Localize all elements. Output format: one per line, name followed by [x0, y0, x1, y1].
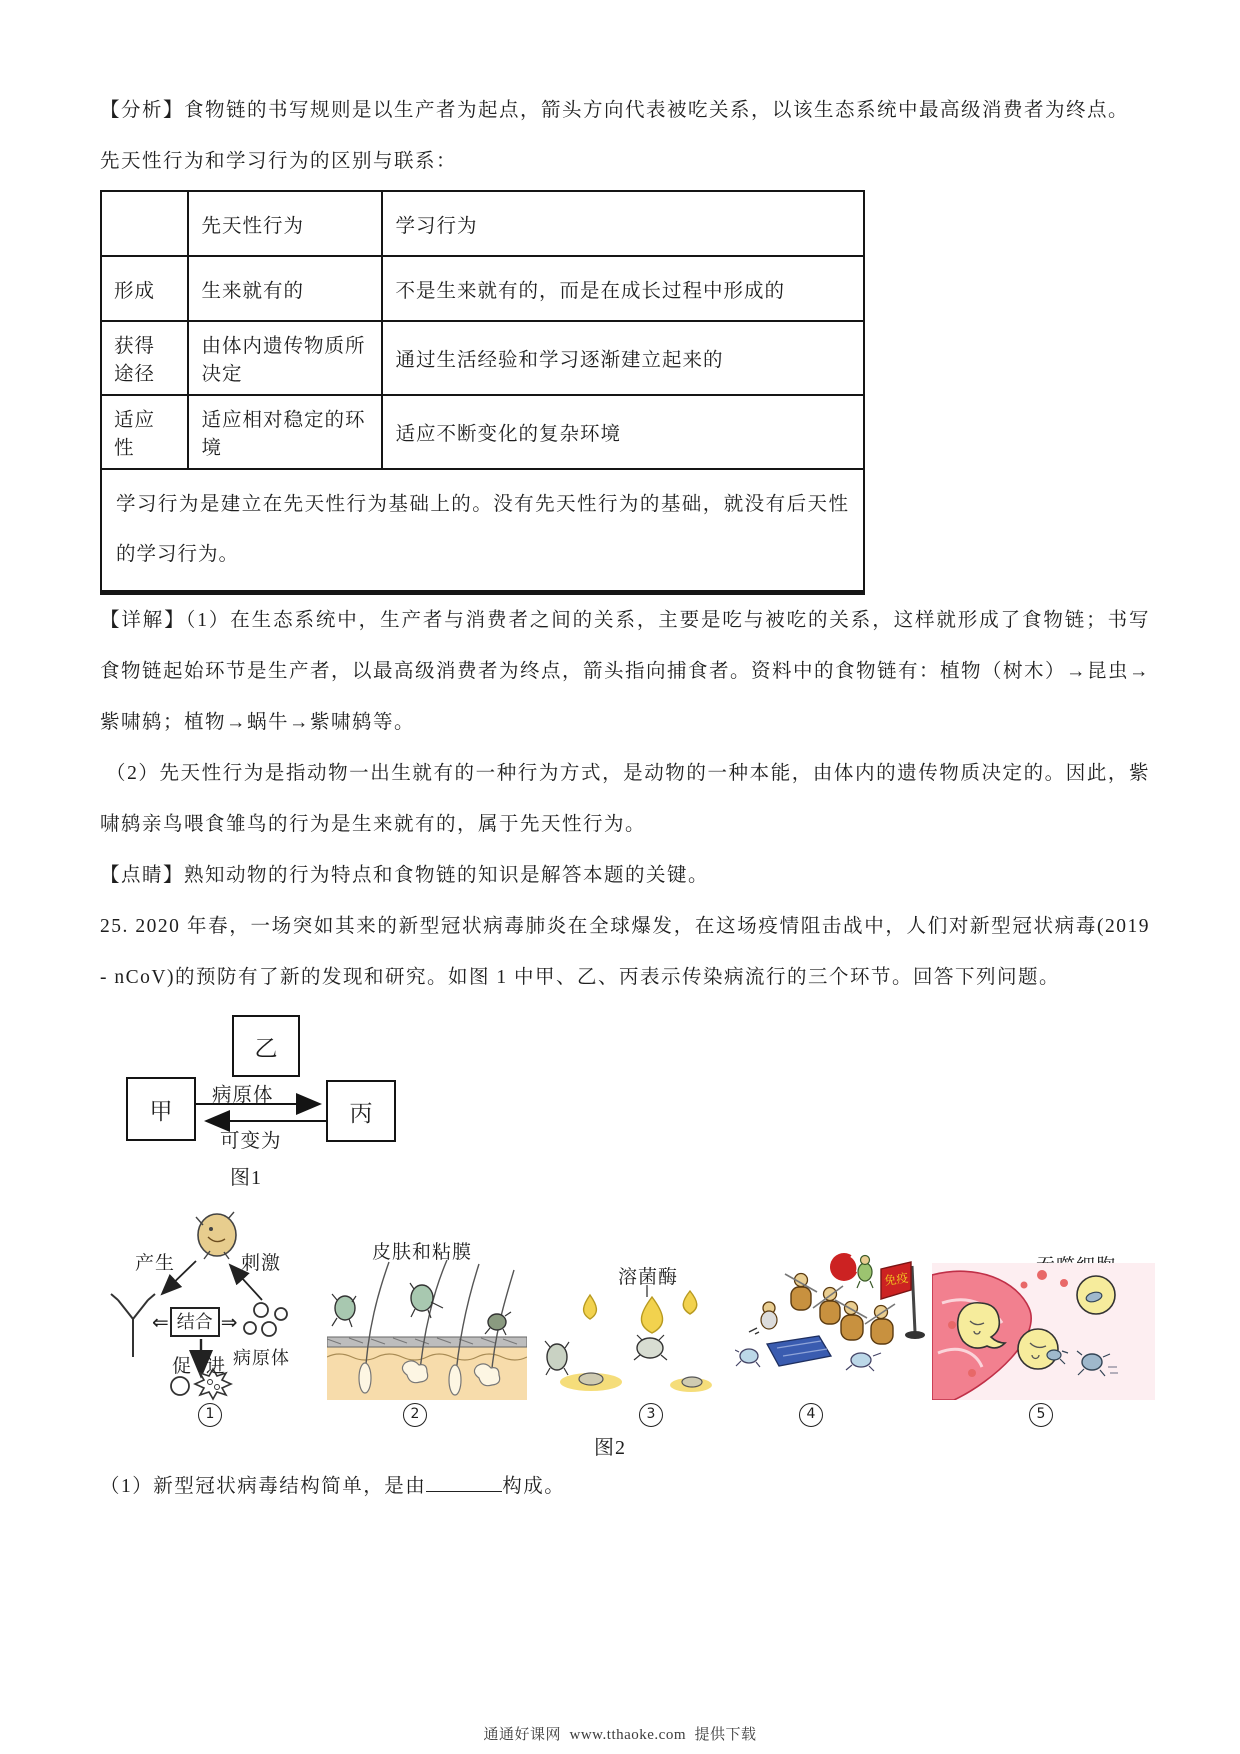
figure2-caption: 图2: [594, 1437, 626, 1459]
table-relation-note: 学习行为是建立在先天性行为基础上的。没有先天性行为的基础，就没有后天性的学习行为。: [101, 469, 864, 593]
cell-learned: 不是生来就有的，而是在成长过程中形成的: [382, 256, 864, 321]
explanation-part2: （2）先天性行为是指动物一出生就有的一种行为方式，是动物的一种本能，由体内的遗传物质决定的。因此，紫啸鸫亲鸟喂食雏鸟的行为是生来就有的，属于先天性行为。: [100, 763, 1150, 835]
figure1-box-jia: 甲: [126, 1077, 196, 1141]
behavior-table-intro: 先天性行为和学习行为的区别与联系：: [100, 151, 458, 172]
tip-label: 【点睛】: [100, 865, 185, 886]
cell-learned: 通过生活经验和学习逐渐建立起来的: [382, 321, 864, 395]
antibody-y-icon: [111, 1294, 155, 1357]
table-row: [101, 395, 864, 469]
answer-blank: [426, 1487, 502, 1492]
question-25-text: 2020 年春，一场突如其来的新型冠状病毒肺炎在全球爆发，在这场疫情阻击战中，人们对新型冠状病毒(2019 - nCoV)的预防有了新的发现和研究。如图 1 中甲、乙、丙表示传染病流行的三个环节。回答下列问题。: [100, 916, 1150, 988]
lysozyme-droplets: [584, 1291, 697, 1333]
figure1-caption: 图1: [230, 1167, 262, 1189]
figure2-panel2-skin-illustration: [327, 1260, 527, 1400]
soldier-cells: [749, 1274, 895, 1345]
ground-banner: [767, 1336, 831, 1366]
cell-innate: 适应相对稳定的环境: [188, 395, 382, 469]
cell-innate: 由体内遗传物质所决定: [188, 321, 382, 395]
microbes-on-skin: [332, 1283, 511, 1335]
circled-number-4: 4: [799, 1403, 823, 1427]
table-row: [101, 256, 864, 321]
promote-label: 促进: [172, 1356, 241, 1377]
figure2-panel5-phagocyte-illustration: [932, 1263, 1155, 1400]
tip-paragraph: [100, 850, 1150, 901]
row-label: 适应性: [101, 395, 188, 469]
bind-box-row: [152, 1307, 238, 1337]
circled-number-2: 2: [403, 1403, 427, 1427]
circled-number-1: 1: [198, 1403, 222, 1427]
page-content: [100, 85, 1150, 1512]
stimulate-label: 刺激: [241, 1253, 282, 1274]
row-label: 形成: [101, 256, 188, 321]
figure1-box-yi: 乙: [232, 1015, 300, 1077]
table-header-row: [101, 191, 864, 256]
figure1-pathogen-label: 病原体: [212, 1085, 274, 1106]
page-footer: 通通好课网 www.tthaoke.com 提供下载: [483, 1727, 757, 1743]
white-arrow-right-icon: ⇒: [220, 1310, 238, 1334]
question-25-number: 25.: [100, 916, 129, 937]
circled-number-5: 5: [1029, 1403, 1053, 1427]
question-25-stem: [100, 901, 1150, 1003]
lymphocyte-cell-icon: [196, 1212, 236, 1259]
skin-mucosa-title: 皮肤和粘膜: [372, 1242, 473, 1263]
circled-number-3: 3: [639, 1403, 663, 1427]
row-label: 获得途径: [101, 321, 188, 395]
analysis-label: 【分析】: [100, 100, 185, 121]
small-green-figure: [857, 1256, 873, 1289]
figure1-can-become-label: 可变为: [220, 1131, 282, 1152]
table-header-learned: 学习行为: [382, 191, 864, 256]
pathogen-label: 病原体: [233, 1348, 290, 1368]
tip-text: 熟知动物的行为特点和食物链的知识是解答本题的关键。: [184, 865, 710, 886]
cell-innate: 生来就有的: [188, 256, 382, 321]
figure2-panel3-lysozyme-illustration: [542, 1285, 712, 1400]
produce-label: 产生: [135, 1253, 176, 1274]
table-note-row: [101, 469, 864, 593]
flag-text: 免疫: [883, 1270, 910, 1288]
question-1-suffix: 构成。: [502, 1476, 566, 1497]
figure2-immunity-illustrations: [100, 1207, 1150, 1461]
white-arrow-left-icon: ⇐: [152, 1310, 169, 1334]
behavior-comparison-table: [100, 190, 865, 595]
bind-label-box: 结合: [170, 1307, 220, 1337]
cell-learned: 适应不断变化的复杂环境: [382, 395, 864, 469]
figure2-panel4-immune-soldiers-illustration: [735, 1248, 925, 1398]
explanation-part1-text: （1）在生态系统中，生产者与消费者之间的关系，主要是吃与被吃的关系，这样就形成了食物链；书写食物链起始环节是生产者，以最高级消费者为终点，箭头指向捕食者。资料中的食物链有：植物（树木）→昆虫→紫啸鸫；植物→蜗牛→紫啸鸫等。: [100, 610, 1151, 733]
table-row: [101, 321, 864, 395]
table-header-empty: [101, 191, 188, 256]
figure1-infection-chain-diagram: [100, 1009, 1150, 1205]
explanation-label: 【详解】: [100, 610, 186, 631]
question-1-line: [100, 1461, 1150, 1512]
explanation-part1: [100, 595, 1150, 748]
analysis-text: 食物链的书写规则是以生产者为起点，箭头方向代表被吃关系，以该生态系统中最高级消费者为终点。: [184, 100, 1130, 121]
figure1-box-bing: 丙: [326, 1080, 396, 1142]
question-1-prefix: （1）新型冠状病毒结构简单，是由: [100, 1476, 427, 1497]
table-header-innate: 先天性行为: [188, 191, 382, 256]
analysis-paragraph: [100, 85, 1150, 136]
pathogen-circles-icon: [244, 1303, 287, 1336]
lysozyme-title: 溶菌酶: [618, 1267, 679, 1288]
dissolving-microbes: [545, 1335, 712, 1392]
